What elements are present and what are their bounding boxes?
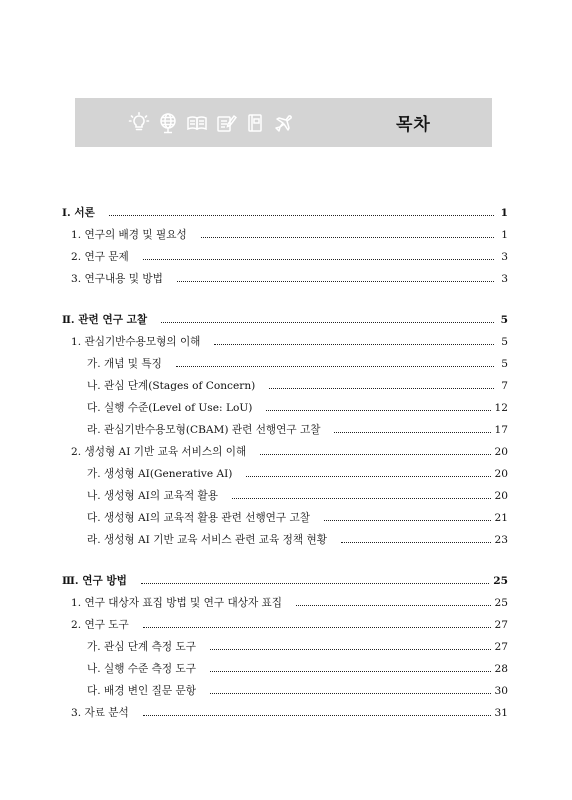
section-gap: [62, 286, 508, 305]
toc-subentry-title: 가. 개념 및 특징: [87, 358, 162, 370]
lightbulb-icon: [128, 112, 150, 134]
airplane-icon: [273, 112, 295, 134]
toc-page-number: 27: [494, 619, 508, 631]
toc-subentry-title: 가. 관심 단계 측정 도구: [87, 641, 196, 653]
toc-page-number: 5: [500, 314, 508, 326]
dot-leader: [269, 388, 494, 389]
toc-entry-title: 2. 생성형 AI 기반 교육 서비스의 이해: [71, 446, 247, 458]
toc-entry[interactable]: [62, 242, 508, 264]
toc-entry[interactable]: [62, 264, 508, 286]
toc-entry[interactable]: [62, 698, 508, 720]
dot-leader: [324, 520, 491, 521]
dot-leader: [210, 649, 491, 650]
toc-page-number: 23: [494, 534, 508, 546]
dot-leader: [246, 476, 490, 477]
book-icon: [244, 112, 266, 134]
dot-leader: [143, 259, 494, 260]
toc-subentry[interactable]: [62, 676, 508, 698]
toc-subentry-title: 라. 관심기반수용모형(CBAM) 관련 선행연구 고찰: [87, 424, 321, 436]
toc-entry-title: 2. 연구 문제: [71, 251, 129, 263]
toc-subentry[interactable]: [62, 371, 508, 393]
toc-subentry-title: 가. 생성형 AI(Generative AI): [87, 468, 233, 480]
dot-leader: [334, 432, 490, 433]
toc-entry[interactable]: [62, 588, 508, 610]
toc-page-number: 20: [494, 468, 508, 480]
toc-entry[interactable]: [62, 220, 508, 242]
toc-subentry-title: 나. 생성형 AI의 교육적 활용: [87, 490, 219, 502]
toc-page-number: 12: [494, 402, 508, 414]
toc-page-number: 30: [494, 685, 508, 697]
dot-leader: [210, 693, 491, 694]
toc-entry[interactable]: [62, 610, 508, 632]
toc-subentry[interactable]: [62, 632, 508, 654]
toc-page-number: 25: [494, 597, 508, 609]
toc-chapter-title: Ⅱ. 관련 연구 고찰: [62, 314, 148, 326]
toc-chapter-title: Ⅲ. 연구 방법: [62, 575, 127, 587]
toc-subentry[interactable]: [62, 503, 508, 525]
toc-page-number: 1: [501, 229, 508, 241]
notepad-pen-icon: [215, 112, 237, 134]
section-gap: [62, 547, 508, 566]
dot-leader: [143, 715, 491, 716]
table-of-contents: [62, 198, 508, 720]
toc-page-number: 20: [494, 446, 508, 458]
toc-subentry-title: 다. 생성형 AI의 교육적 활용 관련 선행연구 고찰: [87, 512, 310, 524]
toc-entry-title: 1. 관심기반수용모형의 이해: [71, 336, 201, 348]
toc-chapter-title: Ⅰ. 서론: [62, 207, 95, 219]
toc-page-number: 27: [494, 641, 508, 653]
toc-page-number: 3: [501, 251, 508, 263]
toc-entry-title: 3. 연구내용 및 방법: [71, 273, 163, 285]
toc-entry-title: 1. 연구의 배경 및 필요성: [71, 229, 187, 241]
dot-leader: [177, 281, 494, 282]
toc-subentry-title: 라. 생성형 AI 기반 교육 서비스 관련 교육 정책 현황: [87, 534, 327, 546]
toc-subentry[interactable]: [62, 349, 508, 371]
dot-leader: [296, 605, 490, 606]
toc-entry[interactable]: [62, 327, 508, 349]
toc-subentry[interactable]: [62, 459, 508, 481]
toc-chapter[interactable]: [62, 305, 508, 327]
toc-page-number: 25: [493, 575, 508, 587]
dot-leader: [176, 366, 494, 367]
globe-icon: [157, 112, 179, 134]
dot-leader: [141, 583, 489, 584]
dot-leader: [214, 344, 494, 345]
toc-entry[interactable]: [62, 437, 508, 459]
dot-leader: [266, 410, 490, 411]
toc-subentry[interactable]: [62, 525, 508, 547]
page-title: 목차: [396, 115, 431, 135]
toc-page-number: 20: [494, 490, 508, 502]
toc-subentry[interactable]: [62, 481, 508, 503]
toc-page-number: 31: [494, 707, 508, 719]
toc-subentry[interactable]: [62, 393, 508, 415]
toc-chapter[interactable]: [62, 198, 508, 220]
toc-subentry[interactable]: [62, 654, 508, 676]
open-book-icon: [186, 112, 208, 134]
toc-entry-title: 3. 자료 분석: [71, 707, 129, 719]
toc-subentry[interactable]: [62, 415, 508, 437]
toc-entry-title: 1. 연구 대상자 표집 방법 및 연구 대상자 표집: [71, 597, 283, 609]
toc-subentry-title: 다. 실행 수준(Level of Use: LoU): [87, 402, 253, 414]
banner-icons: [128, 112, 295, 134]
dot-leader: [109, 215, 494, 216]
toc-subentry-title: 다. 배경 변인 질문 문항: [87, 685, 196, 697]
toc-page-number: 5: [501, 358, 508, 370]
toc-page-number: 1: [500, 207, 508, 219]
dot-leader: [143, 627, 491, 628]
toc-page-number: 5: [501, 336, 508, 348]
toc-page-number: 7: [501, 380, 508, 392]
toc-page-number: 3: [501, 273, 508, 285]
dot-leader: [260, 454, 490, 455]
toc-subentry-title: 나. 실행 수준 측정 도구: [87, 663, 196, 675]
dot-leader: [341, 542, 491, 543]
toc-page-number: 17: [494, 424, 508, 436]
toc-chapter[interactable]: [62, 566, 508, 588]
dot-leader: [161, 322, 494, 323]
toc-entry-title: 2. 연구 도구: [71, 619, 129, 631]
toc-page-number: 21: [494, 512, 508, 524]
dot-leader: [232, 498, 491, 499]
toc-subentry-title: 나. 관심 단계(Stages of Concern): [87, 380, 256, 392]
dot-leader: [210, 671, 491, 672]
toc-page-number: 28: [494, 663, 508, 675]
dot-leader: [201, 237, 494, 238]
